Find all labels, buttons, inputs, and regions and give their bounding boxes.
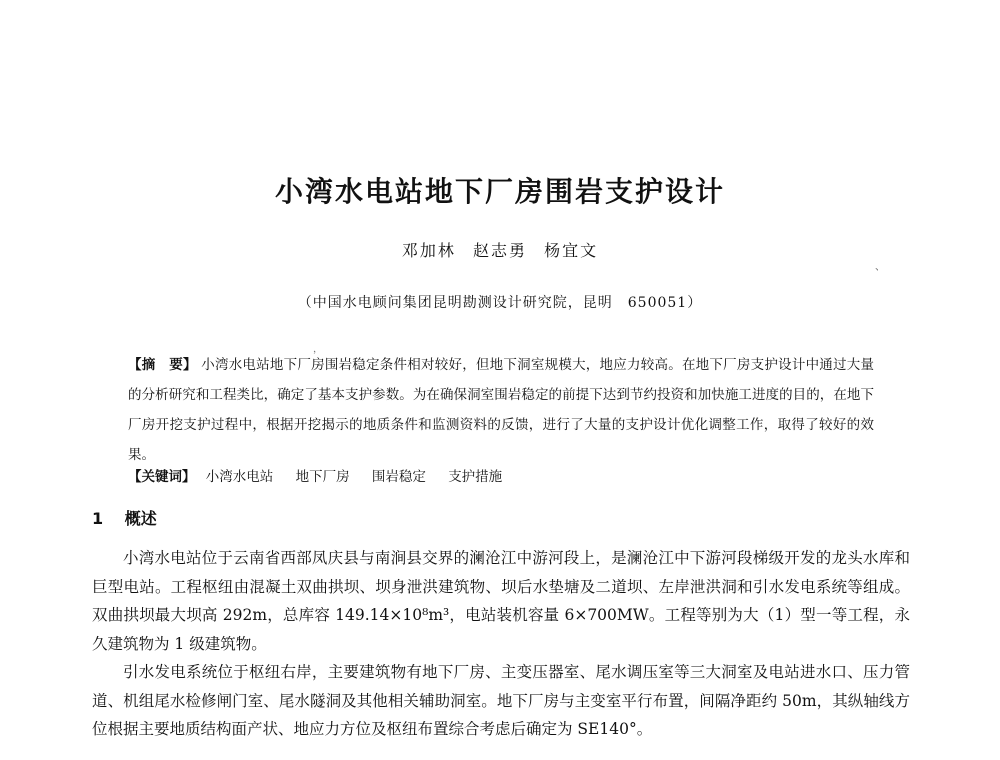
section-body [92,544,910,744]
abstract-label: 【摘 要】 [128,357,197,373]
section-title: 概述 [124,509,157,528]
body-paragraph: 小湾水电站位于云南省西部凤庆县与南涧县交界的澜沧江中游河段上，是澜沧江中下游河段梯级开发的龙头水库和巨型电站。工程枢纽由混凝土双曲拱坝、坝身泄洪建筑物、坝后水垫塘及二道坝、左岸泄洪洞和引水发电系统等组成。双曲拱坝最大坝高 292m，总库容 149.14×10⁸m³，电站装机容量 6×700MW。工程等别为大（1）型一等工程，永久建筑物为 1 级建筑物。 [92,549,910,653]
affiliation: （中国水电顾问集团昆明勘测设计研究院，昆明 650051） [297,295,703,311]
paper-title: 小湾水电站地下厂房围岩支护设计 [274,175,725,208]
keywords-label: 【关键词】 [128,469,196,485]
section-heading [92,506,157,529]
body-paragraph: 引水发电系统位于枢纽右岸，主要建筑物有地下厂房、主变压器室、尾水调压室等三大洞室及电站进水口、压力管道、机组尾水检修闸门室、尾水隧洞及其他相关辅助洞室。地下厂房与主变室平行布置，间隔净距约 50m，其纵轴线方位根据主要地质结构面产状、地应力方位及枢纽布置综合考虑后确定为 SE140°。 [92,663,910,738]
abstract-text: 小湾水电站地下厂房围岩稳定条件相对较好，但地下洞室规模大，地应力较高。在地下厂房支护设计中通过大量的分析研究和工程类比，确定了基本支护参数。为在确保洞室围岩稳定的前提下达到节约投资和加快施工进度的目的，在地下厂房开挖支护过程中，根据开挖揭示的地质条件和监测资料的反馈，进行了大量的支护设计优化调整工作，取得了较好的效果。 [128,357,875,463]
author-name: 杨宜文 [544,241,599,260]
stray-mark: ， [313,344,323,355]
keyword: 支护措施 [448,469,503,485]
keyword: 围岩稳定 [371,469,426,485]
author-name: 邓加林 [401,241,456,260]
author-name: 赵志勇 [472,241,527,260]
keyword: 地下厂房 [295,469,350,485]
author-list [0,238,1000,261]
stray-mark: 、 [875,262,885,273]
abstract [128,350,874,470]
keywords [128,462,874,492]
section-number: 1 [92,509,104,528]
keyword: 小湾水电站 [205,469,274,485]
